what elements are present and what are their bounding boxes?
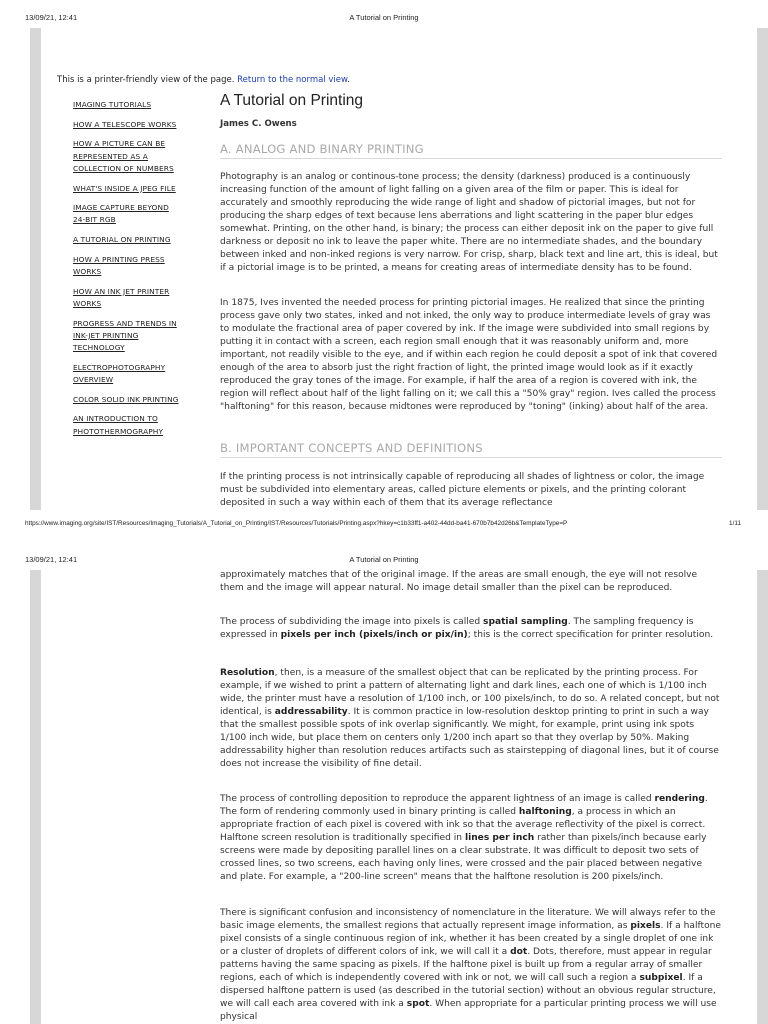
term-spot: spot <box>406 999 430 1010</box>
page-2-sheet <box>30 570 768 1024</box>
sidebar-item-printing-press[interactable]: HOW A PRINTING PRESS WORKS <box>73 254 165 277</box>
section-heading-a: A. ANALOG AND BINARY PRINTING <box>220 142 722 159</box>
print-header-title-2: A Tutorial on Printing <box>349 555 419 564</box>
p2-block-4 <box>220 793 722 884</box>
sidebar-item-ink-jet-trends[interactable]: PROGRESS AND TRENDS IN INK-JET PRINTING TECHNOLOGY <box>73 318 177 353</box>
paragraph-natural-image: approximately matches that of the original image. If the areas are small enough, the eye will not resolve them and the image will appear natural. No image detail smaller than the pixel can be reproduced. <box>220 570 698 594</box>
page-2-left-border <box>30 570 41 1024</box>
sidebar-item-printing-tutorial[interactable]: A TUTORIAL ON PRINTING <box>73 235 171 245</box>
term-halftoning: halftoning <box>518 807 572 818</box>
term-pixels-per-inch: pixels per inch (pixels/inch or pix/in) <box>280 630 468 641</box>
sidebar-item-picture-numbers[interactable]: HOW A PICTURE CAN BE REPRESENTED AS A COLLECTION OF NUMBERS <box>73 139 174 173</box>
sidebar-item-telescope[interactable]: HOW A TELESCOPE WORKS <box>73 119 177 129</box>
term-subpixel: subpixel <box>639 973 683 984</box>
sidebar-nav <box>73 99 183 445</box>
sidebar-item-ink-jet-printer[interactable]: HOW AN INK JET PRINTER WORKS <box>73 286 170 308</box>
p2-block-5 <box>220 907 722 1024</box>
sidebar-item-image-capture[interactable]: IMAGE CAPTURE BEYOND 24-BIT RGB <box>73 203 169 225</box>
p2-block-3 <box>220 667 722 771</box>
notice-text: This is a printer-friendly view of the page. <box>57 75 238 85</box>
p2-block-2 <box>220 616 722 642</box>
page-2-right-border <box>757 570 768 1024</box>
paragraph-rendering: The process of controlling deposition to reproduce the apparent lightness of an image is called rendering. The form of rendering commonly used in binary printing is called halftoning, a process in which an appropriate fraction of each pixel is covered with ink so that the average reflectivity of the pixel is correct. Halftone screen resolution is traditionally specified in lines per inch rather than pixels/inch because early screens were made by depositing parallel lines on a clear substrate. It was difficult to deposit two sets of crossed lines, so two screens, each having only lines, were crossed and the pair placed between negative and plate. For example, a "200-line screen" means that the halftone resolution is 200 pixels/inch. <box>220 794 708 883</box>
article-title-block <box>220 92 722 110</box>
paragraph-spatial-sampling: The process of subdividing the image into pixels is called spatial sampling. The sampling frequency is expressed in pixels per inch (pixels/inch or pix/in); this is the correct specification for printer resolution. <box>220 617 714 641</box>
section-heading-b: B. IMPORTANT CONCEPTS AND DEFINITIONS <box>220 441 722 458</box>
print-footer-url: https://www.imaging.org/site/IST/Resources/Imaging_Tutorials/A_Tutorial_on_Printing/IST/Resources/Tutorials/Printing.aspx?hkey=c1b33ff1-a402-44dd-ba41-670b7b42d26b&TemplateType=P <box>25 520 568 527</box>
sidebar-item-jpeg[interactable]: WHAT'S INSIDE A JPEG FILE <box>73 183 176 193</box>
sidebar-item-electrophotography[interactable]: ELECTROPHOTOGRAPHY OVERVIEW <box>73 362 166 384</box>
sidebar-item-color-solid-ink[interactable]: COLOR SOLID INK PRINTING <box>73 394 179 404</box>
p2-block-1 <box>220 569 722 595</box>
term-lines-per-inch: lines per inch <box>464 833 535 844</box>
paragraph-block-3 <box>220 471 722 510</box>
print-footer-page-number: 1/11 <box>729 520 741 527</box>
paragraph-analog-binary: Photography is an analog or continous-tone process; the density (darkness) produced is a continuously increasing function of the amount of light falling on a given area of the film or paper. This is ideal for accurately and smoothly reproducing the wide range of light and shadow of pictorial images, but not for producing the sharp edges of text because lens aberrations and light scattering in the paper blur edges somewhat. Printing, on the other hand, is binary; the process can either deposit ink on the paper to give full darkness or deposit no ink to leave the paper white. There are no intermediate shades, and the boundary between inked and non-inked regions is very narrow. For crisp, sharp, black text and line art, this is ideal, but if a pictorial image is to be printed, a means for creating areas of intermediate density has to be found. <box>220 172 718 274</box>
term-dot: dot <box>510 947 528 958</box>
page-1-left-border <box>30 28 41 510</box>
return-to-normal-view-link[interactable]: Return to the normal view <box>237 75 348 85</box>
page-1-sheet <box>30 28 768 510</box>
page-title: A Tutorial on Printing <box>220 92 364 109</box>
term-rendering: rendering <box>654 794 705 804</box>
paragraph-block-2 <box>220 297 722 414</box>
paragraph-pixels-intro: If the printing process is not intrinsically capable of reproducing all shades of lightness or color, the image must be subdivided into elementary areas, called picture elements or pixels, and the printing colorant deposited in such a way within each of them that its average reflectance <box>220 472 705 509</box>
term-resolution: Resolution <box>220 668 275 678</box>
page-1-right-border <box>757 28 768 510</box>
section-b-block <box>220 441 722 458</box>
term-addressability: addressability <box>274 707 348 718</box>
paragraph-block-1 <box>220 171 722 275</box>
term-pixels: pixels <box>630 921 661 932</box>
paragraph-ives-halftoning: In 1875, Ives invented the needed process for printing pictorial images. He realized that since the printing process gave only two states, inked and not inked, the only way to produce intermediate levels of gray was to modulate the fractional area of paper covered by ink. If the image were subdivided into small regions by putting it in contact with a screen, each region small enough that it was reasonably uniform and, more important, not readily visible to the eye, and if within each region he could deposit a spot of ink that covered enough of the area to absorb just the right fraction of light, the printed image would look as if it exactly reproduced the gray tones of the image. For example, if half the area of a region is covered with ink, the region will reflect about half of the light falling on it; we call this a "50% gray" region. Ives called the process "halftoning" for this reason, because midtones were reproduced by "toning" (inking) about half of the area. <box>220 298 718 413</box>
notice-suffix: . <box>347 75 350 85</box>
printer-friendly-notice <box>57 75 350 85</box>
sidebar-item-imaging-tutorials[interactable]: IMAGING TUTORIALS <box>73 100 152 109</box>
term-spatial-sampling: spatial sampling <box>483 617 568 627</box>
print-header-datetime: 13/09/21, 12:41 <box>25 13 78 22</box>
paragraph-resolution: Resolution, then, is a measure of the smallest object that can be replicated by the printing process. For example, if we wished to print a pattern of alternating light and dark lines, each one of which is 1/100 inch wide, the printer must have a resolution of 1/100 inch, or 100 pixels/inch, to do so. A related concept, but not identical, is addressability. It is common practice in low-resolution desktop printing to print in such a way that the smallest possible spots of ink overlap significantly. We might, for example, print using ink spots 1/100 inch wide, but place them on centers only 1/200 inch apart so that they overlap by 50%. Making addressability higher than resolution reduces artifacts such as stairstepping of diagonal lines, but it of course does not increase the visibility of fine detail. <box>220 668 720 770</box>
print-header-datetime-2: 13/09/21, 12:41 <box>25 555 78 564</box>
sidebar-item-photothermography[interactable]: AN INTRODUCTION TO PHOTOTHERMOGRAPHY <box>73 414 164 436</box>
paragraph-nomenclature: There is significant confusion and inconsistency of nomenclature in the literature. We will always refer to the basic image elements, the smallest regions that actually represent image information, as pixels. If a halftone pixel consists of a single continuous region of ink, whether it has been created by a single droplet of one ink or a cluster of droplets of different colors of ink, we will call it a dot. Dots, therefore, must appear in regular patterns having the same spacing as pixels. If the halftone pixel is built up from a regular array of smaller regions, each of which is independently covered with ink or not, we will call such a region a subpixel. If a dispersed halftone pattern is used (as described in the tutorial section) without an obvious regular structure, we will call each area covered with ink a spot. When appropriate for a particular printing process we will use physical <box>220 908 722 1023</box>
article-author: James C. Owens <box>220 119 297 129</box>
print-header-title: A Tutorial on Printing <box>349 13 419 22</box>
article-author-block <box>220 119 722 129</box>
section-a-block <box>220 142 722 159</box>
